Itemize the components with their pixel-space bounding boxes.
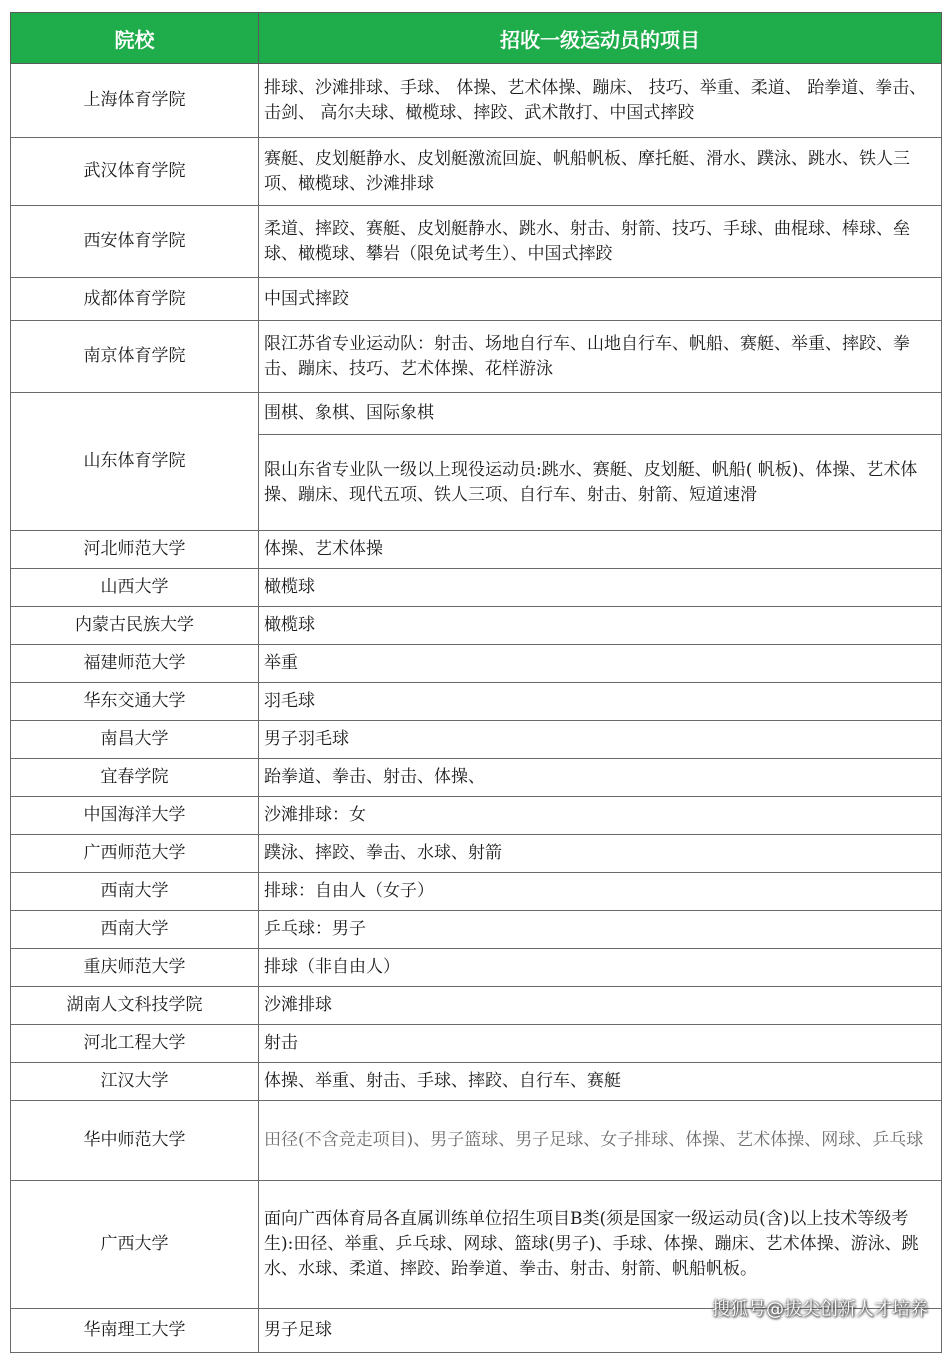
table-row (11, 683, 942, 721)
table-row (11, 607, 942, 645)
project-cell: 沙滩排球：女 (259, 797, 942, 835)
school-cell: 华中师范大学 (11, 1101, 259, 1181)
school-cell: 湖南人文科技学院 (11, 987, 259, 1025)
project-cell: 羽毛球 (259, 683, 942, 721)
table-header-row (11, 13, 942, 64)
school-cell: 重庆师范大学 (11, 949, 259, 987)
project-cell: 体操、艺术体操 (259, 531, 942, 569)
watermark-text: 搜狐号@拔尖创新人才培养 (712, 1299, 928, 1320)
school-cell: 成都体育学院 (11, 278, 259, 321)
table-row (11, 759, 942, 797)
school-cell: 江汉大学 (11, 1063, 259, 1101)
school-cell: 西南大学 (11, 873, 259, 911)
school-cell: 南昌大学 (11, 721, 259, 759)
school-cell: 华东交通大学 (11, 683, 259, 721)
project-cell: 柔道、摔跤、赛艇、皮划艇静水、跳水、射击、射箭、技巧、手球、曲棍球、棒球、垒球、橄榄球、攀岩（限免试考生）、中国式摔跤 (259, 206, 942, 278)
project-cell: 排球：自由人（女子） (259, 873, 942, 911)
school-cell: 内蒙古民族大学 (11, 607, 259, 645)
table-row (11, 278, 942, 321)
project-cell: 排球、沙滩排球、手球、 体操、艺术体操、蹦床、 技巧、举重、柔道、 跆拳道、拳击、击剑、 高尔夫球、橄榄球、摔跤、武术散打、中国式摔跤 (259, 64, 942, 138)
project-cell: 橄榄球 (259, 607, 942, 645)
project-cell: 体操、举重、射击、手球、摔跤、自行车、赛艇 (259, 1063, 942, 1101)
project-cell: 面向广西体育局各直属训练单位招生项目B类(须是国家一级运动员(含)以上技术等级考生):田径、举重、乒乓球、网球、篮球(男子)、手球、体操、蹦床、艺术体操、游泳、跳水、水球、柔道、摔跤、跆拳道、拳击、射击、射箭、帆船帆板。 (259, 1181, 942, 1309)
school-cell: 西安体育学院 (11, 206, 259, 278)
project-cell: 举重 (259, 645, 942, 683)
table-row (11, 645, 942, 683)
school-cell: 广西师范大学 (11, 835, 259, 873)
project-cell: 限山东省专业队一级以上现役运动员:跳水、赛艇、皮划艇、帆船( 帆板)、体操、艺术体操、蹦床、现代五项、铁人三项、自行车、射击、射箭、短道速滑 (259, 435, 942, 531)
table-row (11, 949, 942, 987)
school-cell: 山西大学 (11, 569, 259, 607)
project-cell: 围棋、象棋、国际象棋 (259, 393, 942, 435)
table-row (11, 531, 942, 569)
table-row (11, 873, 942, 911)
header-project: 招收一级运动员的项目 (259, 13, 942, 64)
project-cell: 中国式摔跤 (259, 278, 942, 321)
school-cell: 河北师范大学 (11, 531, 259, 569)
project-cell: 排球（非自由人） (259, 949, 942, 987)
admissions-table (10, 12, 942, 1353)
project-cell: 田径(不含竞走项目)、男子篮球、男子足球、女子排球、体操、艺术体操、网球、乒乓球 (259, 1101, 942, 1181)
table-row (11, 321, 942, 393)
table-row (11, 987, 942, 1025)
table-row (11, 206, 942, 278)
project-cell: 跆拳道、拳击、射击、体操、 (259, 759, 942, 797)
project-cell: 橄榄球 (259, 569, 942, 607)
table-row (11, 64, 942, 138)
table-row (11, 569, 942, 607)
project-cell: 赛艇、皮划艇静水、皮划艇激流回旋、帆船帆板、摩托艇、滑水、蹼泳、跳水、铁人三项、橄榄球、沙滩排球 (259, 138, 942, 206)
table-row (11, 911, 942, 949)
school-cell: 华南理工大学 (11, 1309, 259, 1353)
table-row (11, 835, 942, 873)
school-cell: 广西大学 (11, 1181, 259, 1309)
table-row (11, 1181, 942, 1309)
project-cell: 蹼泳、摔跤、拳击、水球、射箭 (259, 835, 942, 873)
table-row (11, 138, 942, 206)
school-cell: 宜春学院 (11, 759, 259, 797)
school-cell: 福建师范大学 (11, 645, 259, 683)
school-cell: 山东体育学院 (11, 393, 259, 531)
school-cell: 河北工程大学 (11, 1025, 259, 1063)
table-row (11, 393, 942, 435)
project-cell: 限江苏省专业运动队：射击、场地自行车、山地自行车、帆船、赛艇、举重、摔跤、拳击、蹦床、技巧、艺术体操、花样游泳 (259, 321, 942, 393)
table-row (11, 1025, 942, 1063)
school-cell: 中国海洋大学 (11, 797, 259, 835)
school-cell: 上海体育学院 (11, 64, 259, 138)
header-school: 院校 (11, 13, 259, 64)
table-row (11, 797, 942, 835)
project-cell: 男子足球 (259, 1309, 942, 1353)
school-cell: 武汉体育学院 (11, 138, 259, 206)
table-row (11, 1101, 942, 1181)
project-cell: 乒乓球：男子 (259, 911, 942, 949)
project-cell: 沙滩排球 (259, 987, 942, 1025)
table-row (11, 1063, 942, 1101)
project-cell: 男子羽毛球 (259, 721, 942, 759)
table-row (11, 721, 942, 759)
school-cell: 南京体育学院 (11, 321, 259, 393)
project-cell: 射击 (259, 1025, 942, 1063)
school-cell: 西南大学 (11, 911, 259, 949)
